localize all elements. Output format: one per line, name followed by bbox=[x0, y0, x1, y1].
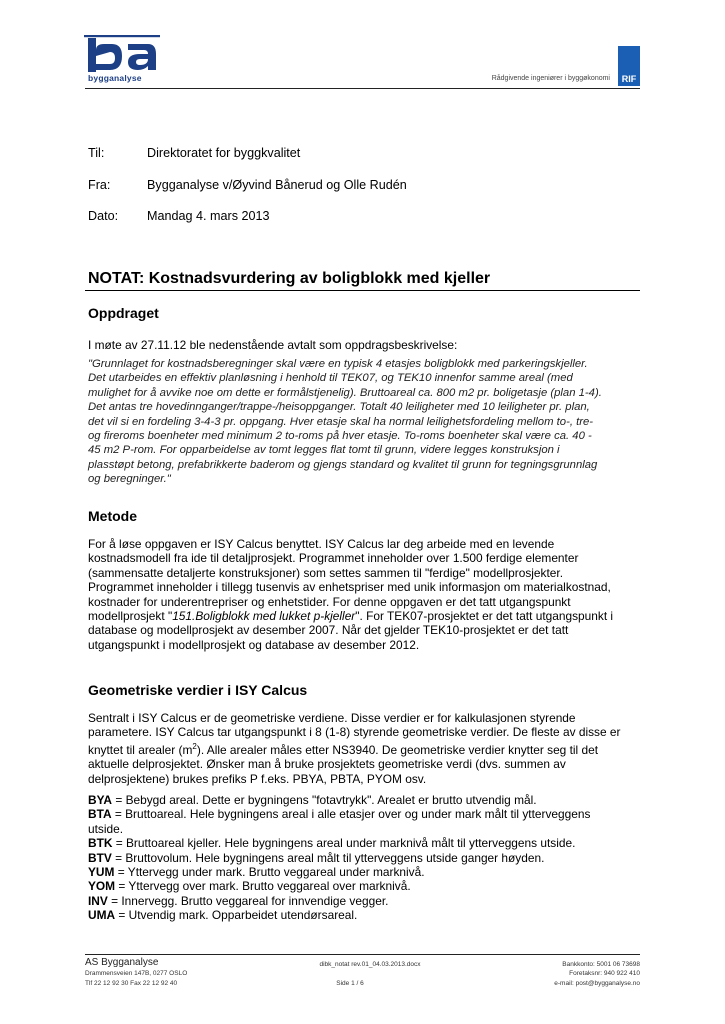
definition-item bbox=[88, 851, 643, 865]
quote-line: og beregninger." bbox=[88, 473, 171, 486]
quote-line: Det antas tre hovedinnganger/trappe-/heisoppganger. Totalt 40 leiligheter med 10 leiligheter pr. plan, bbox=[88, 401, 590, 414]
quote-line: mulighet for å avvike noe om dette er formålstjenelig). Bruttoareal ca. 800 m2 pr. boligetasje (plan 1-4). bbox=[88, 386, 602, 399]
footer-address: Drammensveien 147B, 0277 OSLO bbox=[85, 970, 188, 977]
geometry-paragraph bbox=[88, 711, 643, 786]
from-value: Bygganalyse v/Øyvind Bånerud og Olle Rudén bbox=[147, 178, 407, 192]
quote-line: Det utarbeides en effektiv planløsning i henhold til TEK07, og TEK10 innenfor samme areal (med bbox=[88, 372, 573, 385]
quote-line: "Grunnlaget for kostnadsberegninger skal være en typisk 4 etasjes boligblokk med parkeringskjeller. bbox=[88, 358, 588, 370]
definition-term: INV bbox=[88, 893, 108, 908]
footer-page-number: Side 1 / 6 bbox=[336, 980, 364, 987]
section-heading-oppdraget: Oppdraget bbox=[88, 305, 159, 321]
line-text: ". For TEK07-prosjektet er det tatt utgangspunkt i bbox=[355, 609, 614, 624]
header-tagline: Rådgivende ingeniører i byggøkonomi bbox=[491, 75, 610, 82]
definition-item bbox=[88, 865, 643, 879]
line-text: modellprosjekt " bbox=[88, 609, 173, 624]
paragraph-line: parametere. ISY Calcus tar utgangspunkt i 8 (1-8) styrende geometriske verdier. De fleste av disse er bbox=[88, 725, 621, 740]
definition-text: = Bebygd areal. Dette er bygningens "fotavtrykk". Arealet er brutto utvendig mål. bbox=[112, 793, 537, 807]
section-heading-geometriske-verdier: Geometriske verdier i ISY Calcus bbox=[88, 682, 308, 698]
quote-line: 45 m2 P-rom. For opparbeidelse av tomt legges flat tomt til grunn, videre legges konstruksjon i bbox=[88, 444, 560, 457]
model-project-name: 151.Boligblokk med lukket p-kjeller bbox=[172, 609, 356, 624]
paragraph-line: Programmet inneholder i tillegg tusenvis av enhetspriser med unik informasjon om materialkostnad, bbox=[88, 580, 611, 595]
quote-line: plasstøpt betong, prefabrikkerte baderom og gjengs standard og kvalitet til grunn for tegningsgrunnlag bbox=[88, 458, 598, 471]
definition-list bbox=[88, 793, 643, 923]
definition-text: = Bruttoareal. Hele bygningens areal i alle etasjer over og under mark målt til ytterveggens bbox=[111, 807, 591, 822]
definition-term: YUM bbox=[88, 865, 115, 880]
paragraph-line: (sammensatte detaljerte konstruksjoner) som settes sammen til "ferdige" modellprosjekter. bbox=[88, 565, 564, 580]
date-label: Dato: bbox=[88, 209, 119, 223]
footer-email: e-mail: post@bygganalyse.no bbox=[554, 980, 640, 987]
paragraph-line: kostnadsmodell fra ide til detaljprosjekt. Programmet inneholder over 1.500 ferdige elementer bbox=[88, 551, 579, 566]
footer-divider bbox=[85, 954, 640, 955]
paragraph-line bbox=[88, 609, 643, 623]
definition-term: BTK bbox=[88, 836, 113, 851]
definition-text: = Bruttoareal kjeller. Hele bygningens areal under marknivå målt til ytterveggens utside. bbox=[112, 836, 576, 851]
footer-org-number: Foretaksnr: 940 922 410 bbox=[569, 970, 640, 977]
definition-text: = Yttervegg under mark. Brutto veggareal under marknivå. bbox=[114, 865, 425, 880]
paragraph-line: database og modellprosjekt av desember 2007. Når det gjelder TEK10-prosjektet er det tatt bbox=[88, 623, 569, 638]
paragraph-line: aktuelle delprosjektet. Ønsker man å bruke prosjektets geometriske verdi (dvs. summen av bbox=[88, 757, 566, 772]
header-divider bbox=[85, 88, 640, 89]
logo-wordmark: bygganalyse bbox=[88, 73, 142, 83]
footer-phone: Tlf 22 12 92 30 Fax 22 12 92 40 bbox=[85, 980, 178, 987]
paragraph-line: utgangspunkt i modellprosjekt og database av desember 2012. bbox=[88, 637, 420, 652]
definition-item bbox=[88, 879, 643, 893]
definition-item bbox=[88, 836, 643, 850]
definition-term: YOM bbox=[88, 879, 116, 894]
paragraph-line bbox=[88, 740, 643, 757]
line-text: knyttet til arealer (m bbox=[88, 742, 193, 757]
title-underline bbox=[85, 290, 640, 291]
rif-logo bbox=[618, 46, 640, 86]
quote-line: og fireroms boenheter med minimum 2 to-roms på hver etasje. To-roms boenheter skal være ca. 40 - bbox=[88, 430, 592, 443]
definition-item bbox=[88, 908, 643, 922]
document-title: NOTAT: Kostnadsvurdering av boligblokk med kjeller bbox=[88, 270, 491, 287]
footer-bank-account: Bankkonto: 5001 06 73698 bbox=[562, 961, 640, 968]
definition-item bbox=[88, 793, 643, 807]
date-value: Mandag 4. mars 2013 bbox=[147, 209, 270, 223]
definition-item bbox=[88, 807, 643, 821]
definition-term: BTV bbox=[88, 850, 112, 865]
quote-line: det vil si en fordeling 3-4-3 pr. oppgang. Hver etasje skal ha normal leilighetsfordeling mellom to-, tre- bbox=[88, 415, 594, 428]
definition-term: UMA bbox=[88, 908, 116, 923]
definition-text: utside. bbox=[88, 821, 124, 836]
to-value: Direktoratet for byggkvalitet bbox=[147, 146, 301, 160]
definition-text: = Innervegg. Brutto veggareal for innvendige vegger. bbox=[107, 893, 389, 908]
method-paragraph bbox=[88, 537, 643, 652]
definition-text: = Bruttovolum. Hele bygningens areal målt til ytterveggens utside ganger høyden. bbox=[111, 850, 545, 865]
definition-text: = Yttervegg over mark. Brutto veggareal over marknivå. bbox=[115, 879, 411, 894]
to-label: Til: bbox=[88, 146, 105, 160]
paragraph-line: kostnader for underentrepriser og enhetstider. For denne oppgaven er det tatt utgangspunkt bbox=[88, 594, 571, 609]
section-heading-metode: Metode bbox=[88, 508, 137, 524]
footer-filename: dibk_notat rev.01_04.03.2013.docx bbox=[319, 961, 421, 968]
definition-item bbox=[88, 894, 643, 908]
rif-logo-text: RIF bbox=[621, 74, 637, 84]
definition-term: BYA bbox=[88, 793, 113, 807]
definition-item bbox=[88, 822, 643, 836]
definition-term: BTA bbox=[88, 807, 112, 822]
section1-intro: I møte av 27.11.12 ble nedenstående avtalt som oppdragsbeskrivelse: bbox=[88, 338, 458, 352]
line-text: ). Alle arealer måles etter NS3940. De geometriske verdier knytter seg til det bbox=[196, 742, 599, 757]
superscript: 2 bbox=[192, 741, 197, 751]
assignment-quote bbox=[88, 357, 643, 487]
from-label: Fra: bbox=[88, 178, 111, 192]
footer-company: AS Bygganalyse bbox=[85, 957, 159, 968]
paragraph-line: For å løse oppgaven er ISY Calcus benyttet. ISY Calcus lar deg arbeide med en levende bbox=[88, 537, 555, 551]
definition-text: = Utvendig mark. Opparbeidet utendørsareal. bbox=[115, 908, 358, 923]
paragraph-line: Sentralt i ISY Calcus er de geometriske verdiene. Disse verdier er for kalkulasjonen styrende bbox=[88, 711, 576, 725]
paragraph-line: delprosjektene) brukes prefiks P f.eks. PBYA, PBTA, PYOM osv. bbox=[88, 771, 427, 786]
